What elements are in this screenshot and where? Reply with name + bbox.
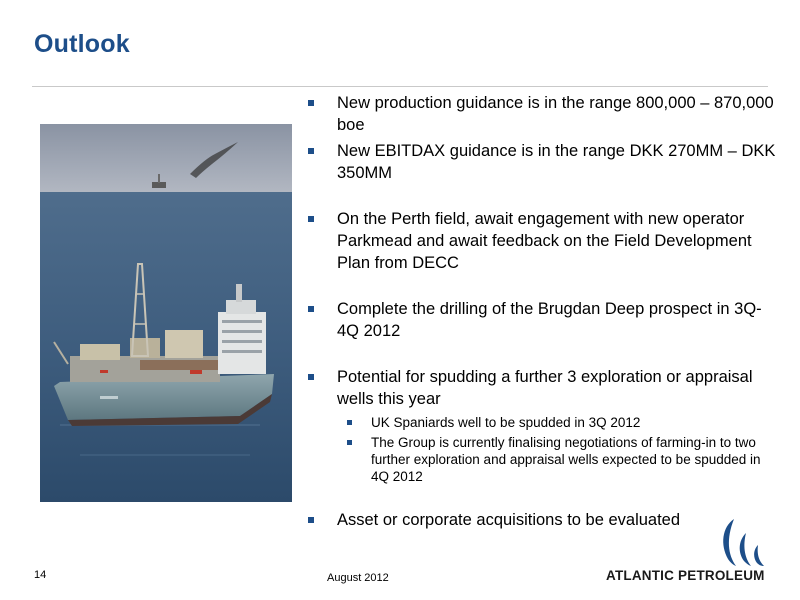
slide-title: Outlook <box>34 30 130 58</box>
bullet-production-guidance: New production guidance is in the range 800,000 – 870,000 boe <box>306 92 776 136</box>
outlook-bullet-list <box>306 92 776 531</box>
company-logo-text: ATLANTIC PETROLEUM <box>606 568 765 583</box>
bullet-exploration-wells <box>306 366 776 485</box>
page-number: 14 <box>34 569 47 581</box>
bullet-exploration-wells-text: Potential for spudding a further 3 exploration or appraisal wells this year <box>337 368 753 408</box>
bullet-acquisitions: Asset or corporate acquisitions to be evaluated <box>306 509 776 531</box>
sub-bullet-uk-spaniards: UK Spaniards well to be spudded in 3Q 2012 <box>337 414 776 431</box>
bullet-perth-field: On the Perth field, await engagement with new operator Parkmead and await feedback on the Field Development Plan from DECC <box>306 208 776 274</box>
bullet-brugdan-deep: Complete the drilling of the Brugdan Deep prospect in 3Q-4Q 2012 <box>306 298 776 342</box>
exploration-wells-sublist <box>337 414 776 485</box>
slide-date: August 2012 <box>327 572 389 584</box>
sub-bullet-farming-in: The Group is currently finalising negotiations of farming-in to two further exploration and appraisal wells expected to be spudded in 4Q 2012 <box>337 434 776 485</box>
bullet-ebitdax-guidance: New EBITDAX guidance is in the range DKK 270MM – DKK 350MM <box>306 140 776 184</box>
title-divider <box>32 86 768 87</box>
fpso-vessel-photo <box>40 124 292 502</box>
atlantic-petroleum-wave-icon <box>716 515 772 571</box>
